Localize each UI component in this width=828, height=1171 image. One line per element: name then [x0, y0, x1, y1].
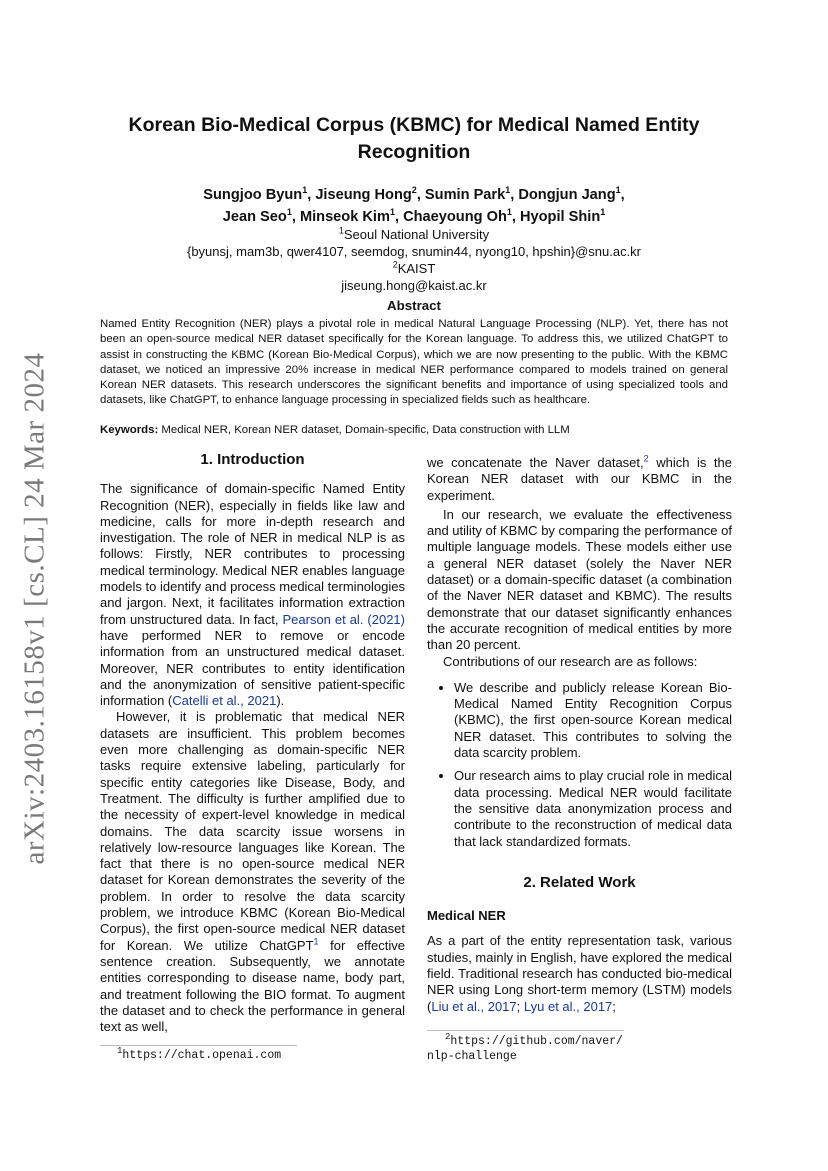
- author-name: Dongjun Jang: [518, 187, 616, 203]
- footnote-marker[interactable]: 1: [313, 936, 319, 947]
- abstract-text: Named Entity Recognition (NER) plays a pivotal role in medical Natural Language Processing (NLP). Yet, there has not been an open-source medical NER dataset specifically for the Korean language. To address this, we utilized ChatGPT to assist in constructing the KBMC (Korean Bio-Medical Corpus), which we are now presenting to the public. With the KBMC dataset, we noticed an impressive 20% increase in medical NER performance compared to models trained on general Korean NER datasets. This research underscores the significant benefits and importance of using specialized tools and datasets, like ChatGPT, to enhance language processing in specialized fields such as healthcare.: [100, 318, 728, 407]
- arxiv-identifier: arXiv:2403.16158v1 [cs.CL] 24 Mar 2024: [18, 352, 51, 864]
- author-name: Jean Seo: [222, 209, 287, 225]
- author-name: Minseok Kim: [299, 209, 390, 225]
- related-paragraph-1: As a part of the entity representation task, various studies, mainly in English, have explored the medical field. Traditional research has conducted bio-medical NER using Long short-term memory (LSTM) models (Liu et al., 2017; Lyu et al., 2017;: [427, 933, 732, 1014]
- footnote-rule: [427, 1030, 624, 1031]
- affiliation-1-emails: {byunsj, mam3b, qwer4107, seemdog, snumin44, nyong10, hpshin}@snu.ac.kr: [186, 244, 642, 259]
- list-item: • Our research aims to play crucial role in medical data processing. Medical NER would facilitate the sensitive data anonymization process and contribute to the reconstruction of medical data that lack standardized formats.: [454, 768, 732, 849]
- intro-paragraph-1: The significance of domain-specific Named Entity Recognition (NER), especially in fields like law and medicine, calls for more in-depth research and investigation. The role of NER in medical NLP is as follows: Firstly, NER contributes to processing medical terminology. Medical NER enables language models to identify and process medical terminologies and jargon. Next, it facilitates information extraction from unstructured data. In fact, Pearson et al. (2021) have performed NER to remove or encode information from an unstructured medical dataset. Moreover, NER contributes to entity identification and the anonymization of sensitive patient-specific information (Catelli et al., 2021).: [100, 481, 405, 709]
- footnote-url-continued[interactable]: nlp-challenge: [427, 1050, 517, 1063]
- footnote-url[interactable]: https://github.com/naver/: [450, 1035, 623, 1048]
- contributions-list: [427, 680, 732, 850]
- affiliation-1: $^1$Seoul National University: [338, 225, 490, 242]
- author-line-1: Sungjoo Byun$^1$, Jiseung Hong$^2$, Sumin Park$^1$, Dongjun Jang$^1$,: [203, 185, 625, 203]
- citation-link[interactable]: Pearson et al. (2021): [282, 611, 405, 627]
- author-line-2: Jean Seo$^1$, Minseok Kim$^1$, Chaeyoung Oh$^1$, Hyopil Shin$^1$: [222, 207, 606, 225]
- intro-paragraph-2: However, it is problematic that medical NER datasets are insufficient. This problem becomes even more challenging as domain-specific NER tasks require extensive labeling, particularly for specific entity categories like Disease, Body, and Treatment. The difficulty is further amplified due to the necessity of expert-level knowledge in medical domains. The data scarcity issue worsens in relatively low-resource languages like Korean. The fact that there is no open-source medical NER dataset for Korean demonstrates the severity of the problem. In order to resolve the data scarcity problem, we introduce KBMC (Korean Bio-Medical Corpus), the first open-source medical NER dataset for Korean. We utilize ChatGPT$^1$ for effective sentence creation. Subsequently, we annotate entities corresponding to disease name, body part, and treatment following the BIO format. To augment the dataset and to check the performance in general text as well,: [100, 709, 405, 1035]
- right-paragraph-3: Contributions of our research are as follows:: [443, 653, 698, 669]
- section-heading-related-work: 2. Related Work: [523, 873, 636, 891]
- citation-link[interactable]: Lyu et al., 2017: [523, 998, 613, 1014]
- footnote-rule: [100, 1045, 297, 1046]
- footnote-2: $^2$https://github.com/naver/ nlp-challenge: [427, 1032, 623, 1063]
- affiliation-2: $^2$KAIST: [392, 259, 436, 276]
- footnote-1: $^1$https://chat.openai.com: [117, 1046, 282, 1062]
- keywords-text: Medical NER, Korean NER dataset, Domain-specific, Data construction with LLM: [161, 424, 570, 436]
- right-paragraph-2: In our research, we evaluate the effectiveness and utility of KBMC by comparing the performance of multiple language models. These models either use a general NER dataset (solely the Naver NER dataset) or a domain-specific dataset (a combination of the Naver NER dataset and KBMC). The results demonstrate that our dataset significantly enhances the accurate recognition of medical entities by more than 20 percent.: [427, 506, 732, 653]
- subsection-heading-medical-ner: Medical NER: [427, 908, 506, 924]
- abstract-heading: Abstract: [387, 298, 441, 313]
- right-paragraph-1: we concatenate the Naver dataset,$^2$ which is the Korean NER dataset with our KBMC in the experiment.: [427, 453, 732, 503]
- paper-title: Korean Bio-Medical Corpus (KBMC) for Medical Named Entity Recognition: [128, 114, 700, 163]
- affiliation-2-email: jiseung.hong@kaist.ac.kr: [341, 278, 487, 293]
- citation-link[interactable]: Liu et al., 2017: [431, 998, 517, 1014]
- right-column: [427, 455, 732, 1015]
- keywords: [100, 424, 728, 436]
- author-name: Hyopil Shin: [519, 209, 601, 225]
- author-name: Sungjoo Byun: [203, 187, 303, 203]
- keywords-label: Keywords:: [100, 424, 159, 436]
- left-column: [100, 452, 405, 1035]
- author-name: Sumin Park: [424, 187, 506, 203]
- citation-link[interactable]: Catelli et al., 2021: [172, 693, 277, 709]
- list-item: • We describe and publicly release Korean Bio-Medical Named Entity Recognition Corpus (KBMC), the first open-source Korean medical NER dataset. This contributes to solving the data scarcity problem.: [454, 680, 732, 761]
- footnote-marker[interactable]: 2: [643, 453, 649, 464]
- footnote-url[interactable]: https://chat.openai.com: [122, 1049, 282, 1062]
- author-list: [100, 184, 728, 228]
- section-heading-introduction: 1. Introduction: [200, 451, 305, 468]
- arxiv-side-stamp: [10, 352, 60, 864]
- author-name: Chaeyoung Oh: [403, 209, 507, 225]
- author-name: Jiseung Hong: [315, 187, 412, 203]
